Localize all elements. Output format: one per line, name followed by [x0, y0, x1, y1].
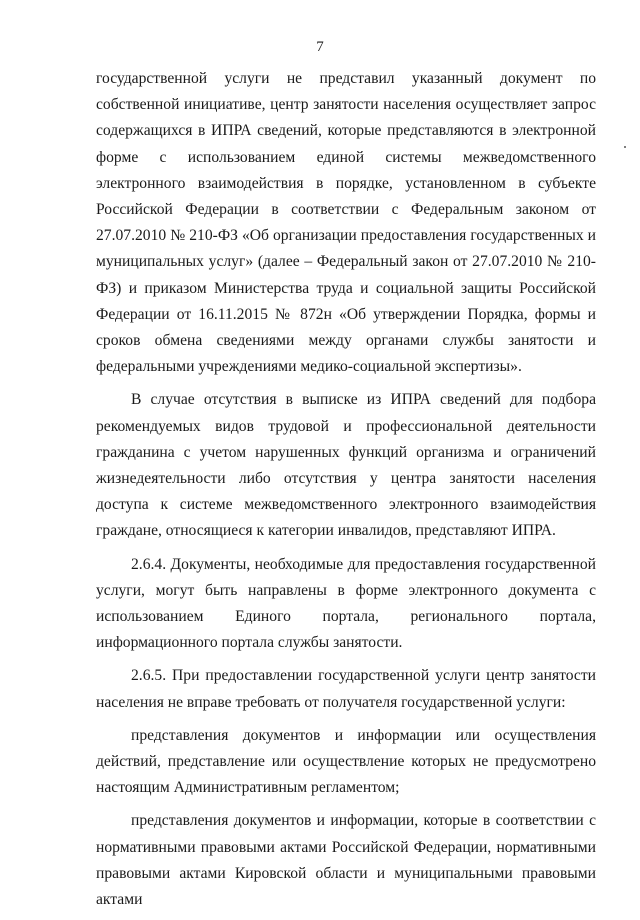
paragraph-ipra-absence: В случае отсутствия в выписке из ИПРА сведений для подбора рекомендуемых видов трудовой и профессиональной деятельности гражданина с учетом нарушенных функций организма и ограничений жизнедеятельности либо отсутствия у центра занятости населения доступа к системе межведомственного электронного взаимодействия граждане, относящиеся к категории инвалидов, представляют ИПРА. [96, 391, 596, 540]
scan-speck [624, 146, 626, 148]
document-body [96, 66, 596, 920]
paragraph-list-item-1: представления документов и информации или осуществления действий, представление или осуществление которых не предусмотрено настоящим Административным регламентом; [96, 726, 596, 797]
paragraph-2-6-5: 2.6.5. При предоставлении государственной услуги центр занятости населения не вправе требовать от получателя государственной услуги: [96, 667, 596, 711]
paragraph-2-6-4: 2.6.4. Документы, необходимые для предоставления государственной услуги, могут быть направлены в форме электронного документа с использованием Единого портала, регионального портала, информационного портала службы занятости. [96, 555, 596, 652]
paragraph-continuation: государственной услуги не представил указанный документ по собственной инициативе, центр занятости населения осуществляет запрос содержащихся в ИПРА сведений, которые представляются в электронной форме с использованием единой системы межведомственного электронного взаимодействия в порядке, установленном в субъекте Российской Федерации в соответствии с Федеральным законом от 27.07.2010 № 210-ФЗ «Об организации предоставления государственных и муниципальных услуг» (далее – Федеральный закон от 27.07.2010 № 210-ФЗ) и приказом Министерства труда и социальной защиты Российской Федерации от 16.11.2015 № 872н «Об утверждении Порядка, формы и сроков обмена сведениями между органами службы занятости и федеральными учреждениями медико-социальной экспертизы». [96, 70, 596, 376]
paragraph-list-item-2: представления документов и информации, которые в соответствии с нормативными правовыми актами Российской Федерации, нормативными правовыми актами Кировской области и муниципальными правовыми актами [96, 812, 596, 909]
page-number: 7 [316, 39, 324, 55]
